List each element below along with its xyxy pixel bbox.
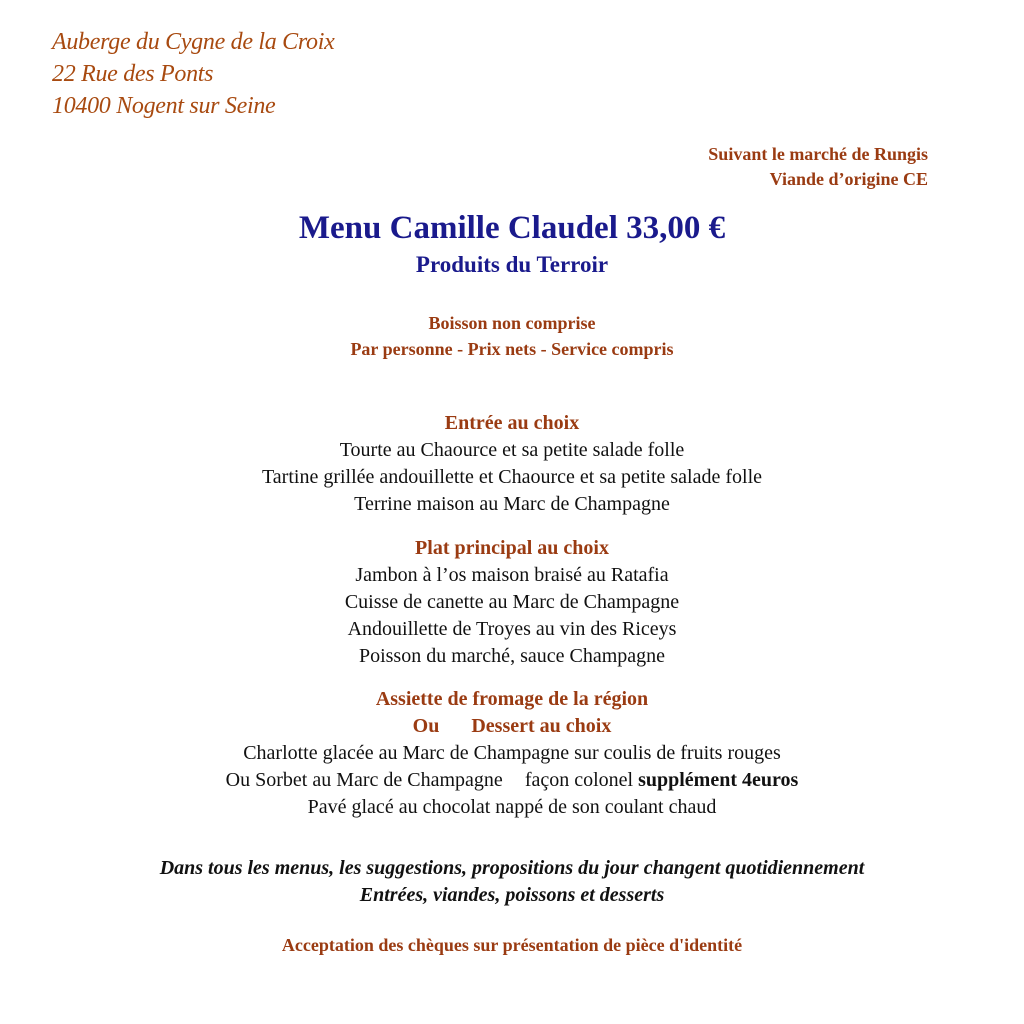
restaurant-name: Auberge du Cygne de la Croix (52, 29, 335, 55)
plats-section (0, 535, 1024, 670)
dessert-item-sorbet (0, 767, 1024, 794)
cheese-heading: Assiette de fromage de la région (375, 688, 649, 710)
plats-heading: Plat principal au choix (415, 537, 609, 559)
menu-title: Menu Camille Claudel 33,00 € (298, 210, 726, 246)
menu-subtitle: Produits du Terroir (415, 252, 609, 277)
notice-line-2: Entrées, viandes, poissons et desserts (359, 884, 665, 906)
restaurant-street: 22 Rue des Ponts (52, 61, 214, 87)
ou-label: Ou (412, 715, 440, 737)
plat-item: Andouillette de Troyes au vin des Riceys (347, 618, 677, 640)
supplement-note: supplément 4euros (638, 769, 799, 791)
plat-item: Cuisse de canette au Marc de Champagne (344, 591, 680, 613)
drinks-note: Boisson non comprise (428, 313, 596, 333)
sourcing-note (708, 142, 928, 192)
entree-item: Terrine maison au Marc de Champagne (354, 493, 670, 515)
dessert-heading-row (0, 713, 1024, 740)
entree-item: Tartine grillée andouillette et Chaource et sa petite salade folle (261, 466, 763, 488)
dessert-item: Pavé glacé au chocolat nappé de son coulant chaud (307, 796, 717, 818)
menu-conditions (0, 310, 1024, 362)
pricing-note: Par personne - Prix nets - Service compris (350, 339, 674, 359)
desserts-section (0, 686, 1024, 821)
plat-item: Poisson du marché, sauce Champagne (358, 645, 666, 667)
sorbet-style: façon colonel (524, 769, 634, 791)
sorbet-name: Ou Sorbet au Marc de Champagne (225, 769, 503, 791)
entrees-heading: Entrée au choix (444, 412, 580, 434)
daily-notice (0, 855, 1024, 909)
restaurant-city: 10400 Nogent sur Seine (52, 93, 276, 119)
dessert-heading: Dessert au choix (471, 715, 612, 737)
entrees-section (0, 410, 1024, 518)
notice-line-1: Dans tous les menus, les suggestions, propositions du jour changent quotidiennement (159, 857, 865, 879)
sourcing-line-1: Suivant le marché de Rungis (708, 144, 928, 164)
restaurant-address (52, 26, 334, 122)
sourcing-line-2: Viande d’origine CE (769, 169, 928, 189)
dessert-item: Charlotte glacée au Marc de Champagne sur coulis de fruits rouges (243, 742, 781, 764)
cheques-notice: Acceptation des chèques sur présentation de pièce d'identité (281, 935, 743, 955)
plat-item: Jambon à l’os maison braisé au Ratafia (355, 564, 669, 586)
entree-item: Tourte au Chaource et sa petite salade folle (339, 439, 685, 461)
